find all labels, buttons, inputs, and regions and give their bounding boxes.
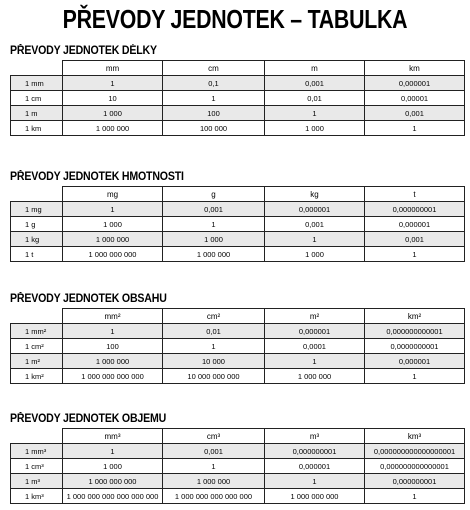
table-cell: 1 000 000 000 000 000 000 (63, 489, 163, 504)
section-title: PŘEVODY JEDNOTEK OBJEMU (10, 413, 167, 425)
column-header: mm (63, 61, 163, 76)
table-cell: 0,0000000001 (365, 339, 465, 354)
table-cell: 0,00001 (365, 91, 465, 106)
table-cell: 1 (265, 354, 365, 369)
table-row (11, 76, 465, 91)
table-cell: 1 000 (163, 232, 265, 247)
table-cell: 1 (63, 202, 163, 217)
row-header: 1 mm² (11, 324, 63, 339)
table-cell: 100 000 (163, 121, 265, 136)
table-cell: 1 (265, 474, 365, 489)
table-row (11, 106, 465, 121)
column-header: cm³ (163, 429, 265, 444)
table-cell: 1 000 (265, 121, 365, 136)
table-cell: 1 (63, 444, 163, 459)
table-row (11, 324, 465, 339)
table-cell: 0,001 (265, 217, 365, 232)
column-header: km (365, 61, 465, 76)
table-cell: 1 000 000 (163, 247, 265, 262)
table-cell: 1 (63, 76, 163, 91)
row-header: 1 mg (11, 202, 63, 217)
row-header: 1 m² (11, 354, 63, 369)
column-header: m (265, 61, 365, 76)
table-cell: 0,0001 (265, 339, 365, 354)
table-cell: 1 000 (265, 247, 365, 262)
table-cell: 10 000 000 000 (163, 369, 265, 384)
table-cell: 100 (63, 339, 163, 354)
table-cell: 0,01 (163, 324, 265, 339)
table-cell: 0,001 (163, 444, 265, 459)
table-row (11, 459, 465, 474)
table-cell: 1 000 000 (163, 474, 265, 489)
table-cell: 0,000000001 (365, 474, 465, 489)
table-cell: 1 000 000 000 (265, 489, 365, 504)
row-header: 1 t (11, 247, 63, 262)
table-cell: 1 000 000 000 (63, 247, 163, 262)
column-header: m² (265, 309, 365, 324)
row-header: 1 km² (11, 369, 63, 384)
table-cell: 0,000000001 (365, 202, 465, 217)
section-length (10, 44, 464, 136)
column-header: mm³ (63, 429, 163, 444)
section-area (10, 292, 464, 384)
table-cell: 1 000 000 000 000 000 (163, 489, 265, 504)
row-header: 1 g (11, 217, 63, 232)
table-row (11, 217, 465, 232)
table-corner (11, 61, 63, 76)
table-cell: 1 000 (63, 106, 163, 121)
column-header: mm² (63, 309, 163, 324)
table-cell: 1 000 000 000 (63, 474, 163, 489)
table-cell: 1 000 (63, 459, 163, 474)
table-cell: 1 (163, 339, 265, 354)
table-cell: 1 (265, 232, 365, 247)
table-corner (11, 309, 63, 324)
row-header: 1 m³ (11, 474, 63, 489)
row-header: 1 cm (11, 91, 63, 106)
table-row (11, 489, 465, 504)
column-header: g (163, 187, 265, 202)
table-corner (11, 187, 63, 202)
section-volume (10, 412, 464, 504)
row-header: 1 cm³ (11, 459, 63, 474)
table-cell: 0,000001 (365, 217, 465, 232)
section-mass (10, 170, 464, 262)
column-header: kg (265, 187, 365, 202)
table-row (11, 354, 465, 369)
table-cell: 1 000 000 000 000 (63, 369, 163, 384)
table-cell: 0,000000001 (265, 444, 365, 459)
table-row (11, 339, 465, 354)
table-cell: 0,000001 (265, 459, 365, 474)
conversion-table (10, 428, 465, 504)
table-row (11, 121, 465, 136)
column-header: m³ (265, 429, 365, 444)
table-cell: 0,000000000000000001 (365, 444, 465, 459)
table-cell: 0,001 (163, 202, 265, 217)
table-cell: 1 (63, 324, 163, 339)
table-cell: 1 (365, 489, 465, 504)
table-cell: 0,1 (163, 76, 265, 91)
table-cell: 0,000001 (365, 76, 465, 91)
table-cell: 0,000001 (265, 202, 365, 217)
table-cell: 1 (163, 91, 265, 106)
table-cell: 100 (163, 106, 265, 121)
table-row (11, 247, 465, 262)
conversion-table (10, 60, 465, 136)
table-cell: 1 (365, 247, 465, 262)
conversion-table (10, 308, 465, 384)
row-header: 1 mm (11, 76, 63, 91)
column-header: km³ (365, 429, 465, 444)
column-header: km² (365, 309, 465, 324)
table-cell: 0,001 (365, 232, 465, 247)
table-cell: 1 000 (63, 217, 163, 232)
section-title: PŘEVODY JEDNOTEK HMOTNOSTI (10, 171, 184, 183)
table-cell: 1 (365, 369, 465, 384)
table-cell: 1 (163, 217, 265, 232)
table-cell: 1 (163, 459, 265, 474)
table-cell: 10 (63, 91, 163, 106)
table-cell: 0,001 (265, 76, 365, 91)
table-cell: 0,000001 (365, 354, 465, 369)
table-cell: 0,000000000000001 (365, 459, 465, 474)
row-header: 1 mm³ (11, 444, 63, 459)
table-row (11, 202, 465, 217)
table-cell: 1 000 000 (265, 369, 365, 384)
section-title: PŘEVODY JEDNOTEK OBSAHU (10, 293, 167, 305)
table-corner (11, 429, 63, 444)
table-cell: 1 (265, 106, 365, 121)
column-header: t (365, 187, 465, 202)
row-header: 1 km (11, 121, 63, 136)
table-cell: 1 000 000 (63, 232, 163, 247)
section-title: PŘEVODY JEDNOTEK DÉLKY (10, 45, 157, 57)
row-header: 1 km³ (11, 489, 63, 504)
table-cell: 1 000 000 (63, 354, 163, 369)
table-cell: 0,01 (265, 91, 365, 106)
row-header: 1 cm² (11, 339, 63, 354)
table-row (11, 444, 465, 459)
column-header: cm (163, 61, 265, 76)
row-header: 1 m (11, 106, 63, 121)
table-cell: 10 000 (163, 354, 265, 369)
table-cell: 0,000001 (265, 324, 365, 339)
table-row (11, 474, 465, 489)
column-header: mg (63, 187, 163, 202)
page-title: PŘEVODY JEDNOTEK – TABULKA (62, 4, 408, 34)
column-header: cm² (163, 309, 265, 324)
conversion-table (10, 186, 465, 262)
table-cell: 0,001 (365, 106, 465, 121)
table-row (11, 232, 465, 247)
table-row (11, 369, 465, 384)
table-row (11, 91, 465, 106)
table-cell: 1 000 000 (63, 121, 163, 136)
row-header: 1 kg (11, 232, 63, 247)
table-cell: 0,000000000001 (365, 324, 465, 339)
table-cell: 1 (365, 121, 465, 136)
